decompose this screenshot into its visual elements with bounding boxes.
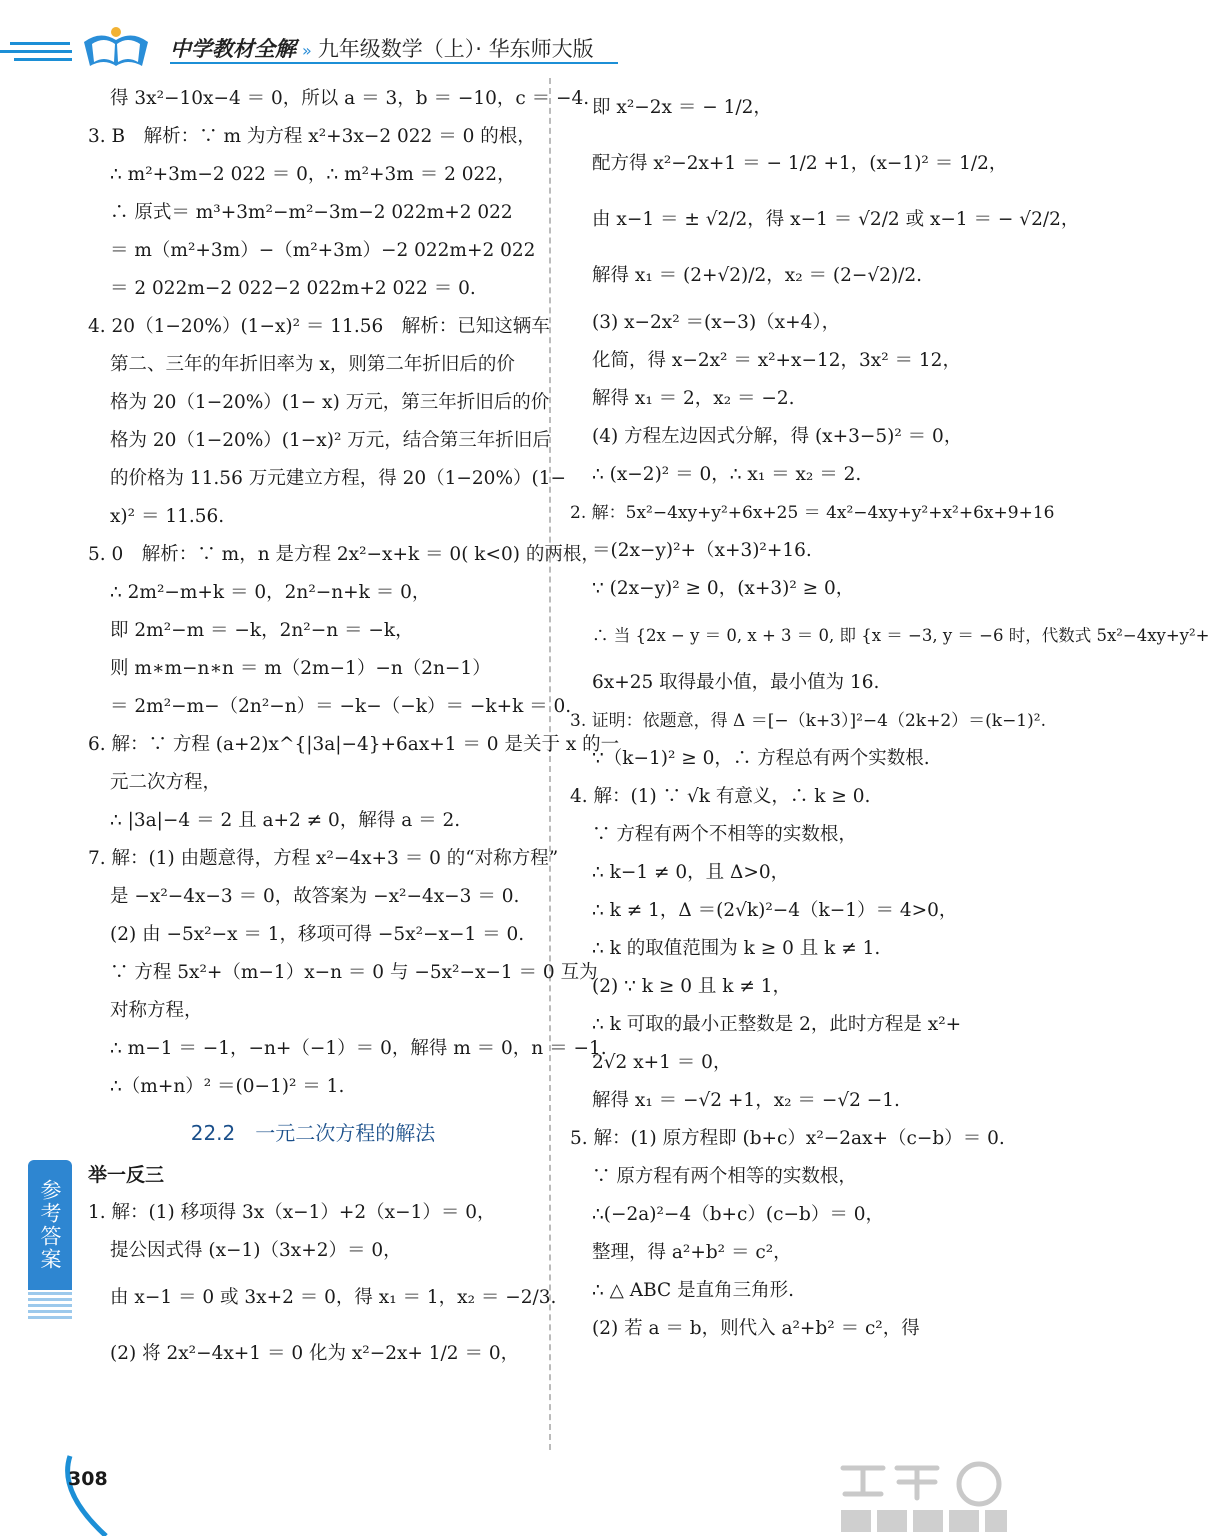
header-title	[170, 33, 594, 63]
text-line: 1. 解：(1) 移项得 3x（x−1）+2（x−1）＝ 0，	[88, 1202, 496, 1223]
text-line: ∵ 方程 5x²+（m−1）x−n ＝ 0 与 −5x²−x−1 ＝ 0 互为	[110, 962, 598, 983]
text-line: (2) 若 a ＝ b，则代入 a²+b² ＝ c²，得	[592, 1318, 920, 1339]
text-line: 5. 0 解析：∵ m，n 是方程 2x²−x+k ＝ 0( k<0) 的两根，	[88, 544, 600, 565]
text-line: 得 3x²−10x−4 ＝ 0，所以 a ＝ 3，b ＝ −10，c ＝ −4.	[110, 88, 590, 109]
text-line: 整理，得 a²+b² ＝ c²，	[592, 1242, 792, 1263]
text-line: 元二次方程，	[110, 772, 222, 793]
text-line: ∴(−2a)²−4（b+c）(c−b）＝ 0，	[592, 1204, 884, 1225]
text-line: ＝ m（m²+3m）−（m²+3m）−2 022m+2 022	[110, 240, 536, 261]
section-title: 22.2 一元二次方程的解法	[190, 1121, 436, 1145]
text-line: 即 x²−2x ＝ − 1/2，	[592, 97, 772, 118]
text-line: 配方得 x²−2x+1 ＝ − 1/2 +1，(x−1)² ＝ 1/2，	[592, 153, 1008, 174]
header-separator: »	[302, 41, 312, 60]
header-stripe	[10, 42, 70, 45]
text-line: 格为 20（1−20%）(1− x) 万元，第三年折旧后的价	[110, 392, 550, 413]
text-line: ∴ k 的取值范围为 k ≥ 0 且 k ≠ 1.	[592, 938, 881, 959]
book-logo-icon	[80, 22, 152, 74]
text-line: 对称方程，	[110, 1000, 203, 1021]
text-line: ∴（m+n）² ＝(0−1)² ＝ 1.	[110, 1076, 345, 1097]
text-line: 解得 x₁ ＝ −√2 +1，x₂ ＝ −√2 −1.	[592, 1090, 900, 1111]
text-line: 解得 x₁ ＝ (2+√2)/2，x₂ ＝ (2−√2)/2.	[592, 265, 923, 286]
text-line: 5. 解：(1) 原方程即 (b+c）x²−2ax+（c−b）＝ 0.	[570, 1128, 1005, 1149]
header-stripe	[14, 58, 72, 61]
text-line: 3. B 解析：∵ m 为方程 x²+3x−2 022 ＝ 0 的根，	[88, 126, 536, 147]
text-line: ∴ 2m²−m+k ＝ 0，2n²−n+k ＝ 0，	[110, 582, 431, 603]
text-line: 4. 20（1−20%）(1−x)² ＝ 11.56 解析：已知这辆车	[88, 316, 550, 337]
header-underline	[170, 62, 618, 64]
header-stripe	[0, 50, 72, 53]
text-line: 2√2 x+1 ＝ 0，	[592, 1052, 732, 1073]
text-line: 则 m∗m−n∗n ＝ m（2m−1）−n（2n−1）	[110, 658, 491, 679]
text-line: 6. 解：∵ 方程 (a+2)x^{|3a|−4}+6ax+1 ＝ 0 是关于 x 的一	[88, 734, 620, 755]
right-column	[570, 80, 1209, 1348]
text-line: (2) 由 −5x²−x ＝ 1，移项可得 −5x²−x−1 ＝ 0.	[110, 924, 525, 945]
text-line: ∴ 原式＝ m³+3m²−m²−3m−2 022m+2 022	[110, 202, 513, 223]
text-line: (2) 将 2x²−4x+1 ＝ 0 化为 x²−2x+ 1/2 ＝ 0，	[110, 1343, 520, 1364]
text-line: x)² ＝ 11.56.	[110, 506, 225, 527]
side-tab-stripes	[28, 1292, 72, 1320]
text-line: ＝ 2m²−m−（2n²−n）＝ −k−（−k）＝ −k+k ＝ 0.	[110, 696, 572, 717]
text-line: 由 x−1 ＝ ± √2/2，得 x−1 ＝ √2/2 或 x−1 ＝ − √2/2，	[592, 209, 1080, 230]
text-line: ∴ k ≠ 1，Δ ＝(2√k)²−4（k−1）＝ 4>0，	[592, 900, 958, 921]
page-header	[0, 0, 1012, 80]
text-line: ∴ k−1 ≠ 0，且 Δ>0，	[592, 862, 790, 883]
text-line: (3) x−2x² ＝(x−3)（x+4），	[592, 312, 841, 333]
text-line: 6x+25 取得最小值，最小值为 16.	[592, 672, 880, 693]
header-book: 九年级数学（上）· 华东师大版	[317, 37, 594, 61]
text-line: ＝ 2 022m−2 022−2 022m+2 022 ＝ 0.	[110, 278, 476, 299]
text-line: 格为 20（1−20%）(1−x)² 万元，结合第三年折旧后	[110, 430, 551, 451]
header-brand: 中学教材全解	[170, 37, 296, 61]
text-line: ∴ (x−2)² ＝ 0，∴ x₁ ＝ x₂ ＝ 2.	[592, 464, 862, 485]
column-divider	[549, 78, 551, 1450]
subsection-title: 举一反三	[88, 1164, 165, 1186]
text-line: 解得 x₁ ＝ 2，x₂ ＝ −2.	[592, 388, 795, 409]
text-line: ∴ |3a|−4 ＝ 2 且 a+2 ≠ 0，解得 a ＝ 2.	[110, 810, 461, 831]
text-line: ∴ △ ABC 是直角三角形.	[592, 1280, 794, 1301]
page-corner-arc-icon	[56, 1452, 116, 1536]
text-line: 第二、三年的年折旧率为 x，则第二年折旧后的价	[110, 354, 515, 375]
text-line: ∵ 方程有两个不相等的实数根，	[592, 824, 857, 845]
text-line: 7. 解：(1) 由题意得，方程 x²−4x+3 ＝ 0 的“对称方程”	[88, 848, 559, 869]
text-line: 化简，得 x−2x² ＝ x²+x−12，3x² ＝ 12，	[592, 350, 961, 371]
side-tab-answers: 参考答案	[28, 1160, 72, 1290]
text-line: ＝(2x−y)²+（x+3)²+16.	[592, 540, 812, 561]
text-line: ∵ (2x−y)² ≥ 0，(x+3)² ≥ 0，	[592, 578, 855, 599]
page-number: 308	[68, 1468, 108, 1490]
left-column	[88, 80, 620, 1382]
text-line: 的价格为 11.56 万元建立方程，得 20（1−20%）(1−	[110, 468, 567, 489]
text-line: 2. 解：5x²−4xy+y²+6x+25 ＝ 4x²−4xy+y²+x²+6x+9+16	[570, 503, 1055, 523]
text-line: (4) 方程左边因式分解，得 (x+3−5)² ＝ 0，	[592, 426, 963, 447]
text-line: ∴ 当 {2x − y ＝ 0, x + 3 ＝ 0, 即 {x ＝ −3, y ＝ −6 时，代数式 5x²−4xy+y²+	[592, 626, 1209, 645]
text-line: 由 x−1 ＝ 0 或 3x+2 ＝ 0，得 x₁ ＝ 1，x₂ ＝ −2/3.	[110, 1287, 557, 1308]
text-line: ∵ 原方程有两个相等的实数根，	[592, 1166, 857, 1187]
text-line: ∴ m²+3m−2 022 ＝ 0，∴ m²+3m ＝ 2 022，	[110, 164, 516, 185]
watermark-logo-icon	[835, 1458, 1011, 1536]
text-line: 是 −x²−4x−3 ＝ 0，故答案为 −x²−4x−3 ＝ 0.	[110, 886, 520, 907]
text-line: (2) ∵ k ≥ 0 且 k ≠ 1，	[592, 976, 791, 997]
text-line: 3. 证明：依题意，得 Δ ＝[−（k+3）]²−4（2k+2）＝(k−1)².	[570, 711, 1046, 731]
text-line: ∵（k−1)² ≥ 0，∴ 方程总有两个实数根.	[592, 748, 930, 769]
text-line: ∴ k 可取的最小正整数是 2，此时方程是 x²+	[592, 1014, 962, 1035]
text-line: ∴ m−1 ＝ −1，−n+（−1）＝ 0，解得 m ＝ 0，n ＝ −1.	[110, 1038, 607, 1059]
text-line: 4. 解：(1) ∵ √k 有意义，∴ k ≥ 0.	[570, 786, 871, 807]
text-line: 即 2m²−m ＝ −k，2n²−n ＝ −k，	[110, 620, 414, 641]
text-line: 提公因式得 (x−1)（3x+2）＝ 0，	[110, 1240, 402, 1261]
